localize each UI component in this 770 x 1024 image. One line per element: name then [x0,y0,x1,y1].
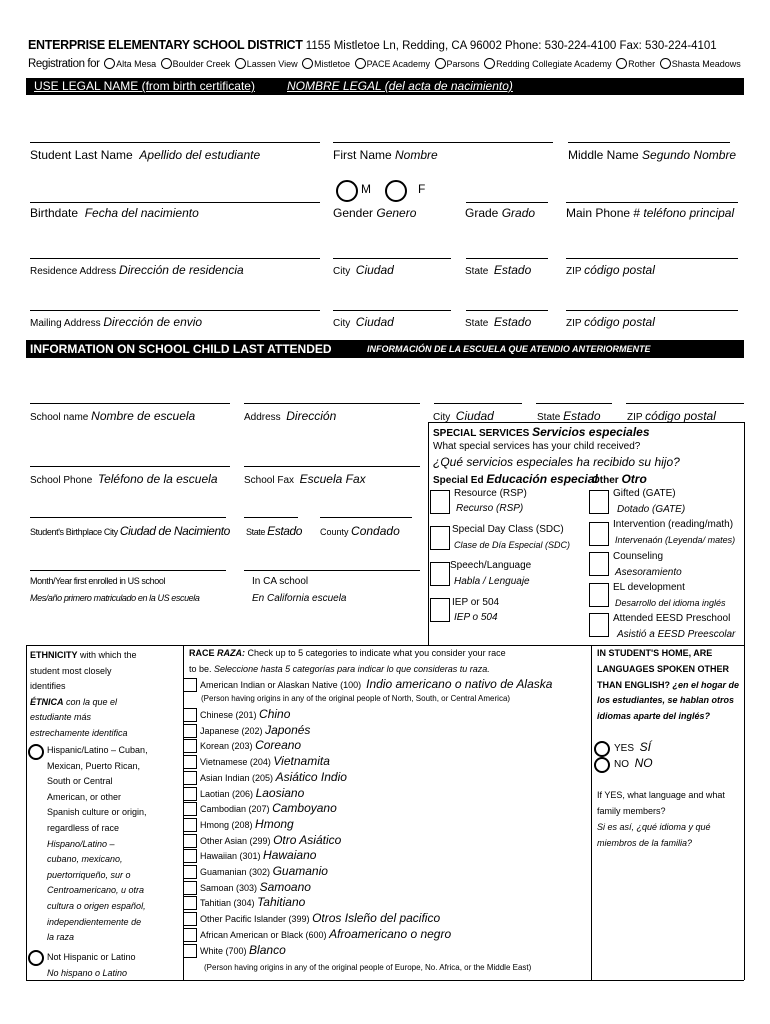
last-school-bar [26,340,744,358]
race-item: Asian Indian (205) Asiático Indio [200,769,347,784]
ethnicity-desc-es: estudiante más [30,712,92,723]
radio-circle[interactable] [435,58,446,69]
race-checkbox[interactable] [183,834,197,848]
school-options [28,58,741,70]
mail-state-label: State Estado [465,315,532,329]
gate-checkbox[interactable] [589,490,609,514]
race-checkbox[interactable] [183,739,197,753]
race-item: Other Asian (299) Otro Asiático [200,832,342,847]
race-checkbox[interactable] [183,928,197,942]
other-header: Other Otro [592,472,647,486]
preschool-label-es: Asistió a EESD Preescolar [617,629,736,640]
ethnicity-title: ETHNICITY [30,650,78,660]
radio-circle[interactable] [235,58,246,69]
iep-checkbox[interactable] [430,598,450,622]
race-checkbox[interactable] [183,787,197,801]
race-checkbox[interactable] [183,755,197,769]
radio-circle[interactable] [660,58,671,69]
yes-radio[interactable] [594,741,610,757]
birth-city-line[interactable] [30,517,226,518]
school-address-line[interactable] [244,403,420,404]
bottom-table-left [26,645,27,980]
rsp-checkbox[interactable] [430,490,450,514]
first-enrolled-label-es: Mes/año primero matriculado en la US escuela [30,593,200,603]
race-item: Other Pacific Islander (399) Otros Isleño del pacifico [200,911,441,926]
first-enrolled-line[interactable] [30,570,226,571]
intervention-checkbox[interactable] [589,522,609,546]
last-name-line[interactable] [30,142,320,143]
mail-zip-label: ZIP código postal [566,315,655,329]
school-option: Parsons [446,59,480,69]
county-line[interactable] [320,517,412,518]
last-name-label: Student Last Name Apellido del estudiante [30,148,261,162]
school-option: Rother [628,59,656,69]
special-title: SPECIAL SERVICES Servicios especiales [433,425,650,439]
grade-label: Grade Grado [465,206,536,220]
race-checkbox[interactable] [183,724,197,738]
special-question: What special services has your child received? [433,441,641,452]
res-city-line[interactable] [333,258,451,259]
radio-circle[interactable] [616,58,627,69]
bottom-table-right [744,645,745,980]
intervention-label: Intervention (reading/math) [613,519,734,530]
mail-addr-label: Mailing Address Dirección de envio [30,315,203,329]
race-instr: Check up to 5 categories to indicate what you consider your race [247,648,506,658]
no-label: NO NO [614,756,653,770]
race-item: Laotian (206) Laosiano [200,785,305,800]
eld-label-es: Desarrollo del idioma inglés [615,598,726,608]
radio-circle[interactable] [355,58,366,69]
rsp-label-es: Recurso (RSP) [456,503,524,514]
legal-name-bar [26,78,744,95]
hispanic-text: Hispanic/Latino – Cuban, Mexican, Puerto Rican, South or Central American, or other Spanish culture or origin, regardless of race Hispano/Latino – cubano, mexicano, puertorriqueño, sur o Centroamericano, u otra cultura o origen español, independientemente de la raza [47,745,148,943]
eld-label: EL development [613,582,685,593]
birth-state-line[interactable] [244,517,298,518]
race-item: Cambodian (207) Camboyano [200,801,337,816]
race-instr-es: Seleccione hasta 5 categorías para indicar lo que consideras tu raza. [214,664,490,674]
school-city-line[interactable] [434,403,522,404]
birthdate-line[interactable] [30,202,320,203]
special-left-border [428,422,429,646]
counseling-checkbox[interactable] [589,552,609,576]
school-phone-line[interactable] [30,466,230,467]
phone-label: Main Phone # teléfono principal [566,206,735,220]
res-state-label: State Estado [465,263,532,277]
res-addr-line[interactable] [30,258,320,259]
iep-label-es: IEP o 504 [454,612,498,623]
mail-state-line[interactable] [466,310,548,311]
race-item: Japanese (202) Japonés [200,722,311,737]
race-item-100: American Indian or Alaskan Native (100) Indio americano o nativo de Alaska [200,677,553,691]
race-title: RACE [189,648,215,658]
ethnicity-block [30,648,137,742]
school-zip-label: ZIP código postal [627,409,716,423]
race-item: Guamanian (302) Guamanio [200,864,328,878]
school-option: Boulder Creek [172,59,231,69]
phone-line[interactable] [566,202,738,203]
race-item: Chinese (201) Chino [200,707,291,721]
language-followup: If YES, what language and what family members? Si es así, ¿qué idioma y qué miembros de la familia? [597,790,725,848]
preschool-label: Attended EESD Preschool [613,613,731,624]
race-item: Tahitian (304) Tahitiano [200,895,306,910]
gender-label: Gender Genero [333,206,417,220]
res-zip-label: ZIP código postal [566,263,655,277]
ethnicity-desc: identifies [30,681,66,692]
no-radio[interactable] [594,757,610,773]
grade-line[interactable] [466,202,548,203]
radio-circle[interactable] [104,58,115,69]
race-checkbox[interactable] [183,944,197,958]
iep-label: IEP or 504 [452,597,500,608]
gender-m-circle[interactable] [336,180,358,202]
mail-addr-line[interactable] [30,310,320,311]
school-name-line[interactable] [30,403,230,404]
ethnicity-desc: student most closely [30,665,112,676]
school-option: Alta Mesa [116,59,157,69]
race-item: Hawaiian (301) Hawaiano [200,848,317,863]
first-enrolled-label: Month/Year first enrolled in US school [30,576,166,586]
gender-f-circle[interactable] [385,180,407,202]
special-question-es: ¿Qué servicios especiales ha recibido su hijo? [433,455,680,469]
eld-checkbox[interactable] [589,583,609,607]
last-school-title-es: INFORMACIÓN DE LA ESCUELA QUE ATENDIO ANTERIORMENTE [367,344,651,354]
race-checkbox[interactable] [183,771,197,785]
race-item: Vietnamese (204) Vietnamita [200,754,330,769]
district-name: ENTERPRISE ELEMENTARY SCHOOL DISTRICT [28,38,303,52]
res-city-label: City Ciudad [333,263,394,277]
race-item: White (700) Blanco [200,942,286,957]
legal-name-title-es: NOMBRE LEGAL (del acta de nacimiento) [287,79,513,93]
school-option: Mistletoe [314,59,351,69]
sdc-label-es: Clase de Día Especial (SDC) [454,540,571,550]
race-checkbox[interactable] [183,912,197,926]
race-checkbox[interactable] [183,849,197,863]
school-fax-label: School Fax Escuela Fax [244,472,366,486]
school-address-label: Address Dirección [244,409,337,423]
not-hispanic-radio[interactable] [28,950,44,966]
last-school-title: INFORMATION ON SCHOOL CHILD LAST ATTENDED [30,342,332,356]
race-checkbox[interactable] [183,865,197,879]
first-name-label: First Name Nombre [333,148,438,162]
special-right-border [744,422,745,646]
intervention-label-es: Intervenaón (Leyenda/ mates) [615,535,736,545]
ethnicity-desc: with which the [80,650,137,660]
gender-f-label: F [418,182,426,196]
race-item: African American or Black (600) Afroamericano o negro [200,926,452,941]
mail-zip-line[interactable] [566,310,738,311]
mail-city-label: City Ciudad [333,315,394,329]
rsp-label: Resource (RSP) [454,488,527,499]
ethnicity-desc-es: con la que el [66,696,118,707]
race-instructions [189,645,506,677]
school-zip-line[interactable] [626,403,744,404]
middle-name-line[interactable] [568,142,730,143]
sdc-label: Special Day Class (SDC) [452,524,564,535]
yes-label: YES SÍ [614,740,651,754]
res-zip-line[interactable] [566,258,738,259]
bottom-table-div2 [591,645,592,980]
school-phone-label: School Phone Teléfono de la escuela [30,472,218,486]
middle-name-label: Middle Name Segundo Nombre [568,148,737,162]
radio-circle[interactable] [302,58,313,69]
registration-for-label: Registration for [28,58,100,70]
race-checkbox-100[interactable] [183,678,197,692]
birthdate-label: Birthdate Fecha del nacimiento [30,206,199,220]
mail-city-line[interactable] [333,310,451,311]
school-option: Redding Collegiate Academy [496,59,612,69]
race-item: Hmong (208) Hmong [200,816,294,831]
ethnicity-title-es: ÉTNICA [30,696,64,707]
counseling-label: Counseling [613,551,664,562]
not-hispanic-text: Not Hispanic or Latino No hispano o Latino [47,952,136,978]
race-note-white: (Person having origins in any of the original people of Europe, No. Africa, or the Middle East) [204,963,532,972]
school-option: PACE Academy [366,59,430,69]
race-item: Samoan (303) Samoano [200,879,311,894]
in-ca-line[interactable] [244,570,420,571]
race-item: Korean (203) Coreano [200,738,302,753]
preschool-checkbox[interactable] [589,613,609,637]
language-question: IN STUDENT'S HOME, ARE LANGUAGES SPOKEN OTHER THAN ENGLISH? ¿en el hogar de los estudiantes, se hablan otros idiomas aparte del inglés? [597,648,740,722]
race-note-asian: (Person having origins in any of the original people of North, South, or Central America) [201,694,511,703]
race-checkbox[interactable] [183,802,197,816]
radio-circle[interactable] [161,58,172,69]
county-label: County Condado [320,524,400,538]
gate-label-es: Dotado (GATE) [617,504,686,515]
speech-label: Speech/Language [450,560,532,571]
gender-m-label: M [361,182,371,196]
first-name-line[interactable] [333,142,553,143]
radio-circle[interactable] [484,58,495,69]
speech-label-es: Habla / Lenguaje [454,576,530,587]
in-ca-label: In CA school [252,576,309,587]
sped-header: Special Ed Educación especial [433,472,598,486]
ethnicity-desc-es: estrechamente identifica [30,727,128,738]
school-city-label: City Ciudad [433,409,494,423]
race-checkbox[interactable] [183,708,197,722]
res-state-line[interactable] [466,258,548,259]
district-header [28,38,717,52]
legal-name-title: USE LEGAL NAME (from birth certificate) [34,79,255,93]
counseling-label-es: Asesoramiento [615,567,682,578]
school-state-label: State Estado [537,409,601,423]
race-checkbox[interactable] [183,818,197,832]
res-addr-label: Residence Address Dirección de residencia [30,263,244,277]
race-title-es: RAZA: [217,648,246,658]
race-checkbox[interactable] [183,881,197,895]
school-fax-line[interactable] [244,466,420,467]
birth-state-label: State Estado [246,524,303,538]
district-address: 1155 Mistletoe Ln, Redding, CA 96002 Phone: 530-224-4100 Fax: 530-224-4101 [305,40,717,52]
speech-checkbox[interactable] [430,562,450,586]
in-ca-label-es: En California escuela [252,593,347,604]
special-top-border [428,422,744,423]
race-instr2: to be. [189,664,212,674]
school-option: Shasta Meadows [671,59,741,69]
school-name-label: School name Nombre de escuela [30,409,196,423]
school-option: Lassen View [246,59,298,69]
hispanic-radio[interactable] [28,744,44,760]
gate-label: Gifted (GATE) [613,488,676,499]
race-checkbox[interactable] [183,896,197,910]
school-state-line[interactable] [536,403,612,404]
sdc-checkbox[interactable] [430,526,450,550]
birth-city-label: Student's Birthplace City Ciudad de Nacimiento [30,524,230,538]
